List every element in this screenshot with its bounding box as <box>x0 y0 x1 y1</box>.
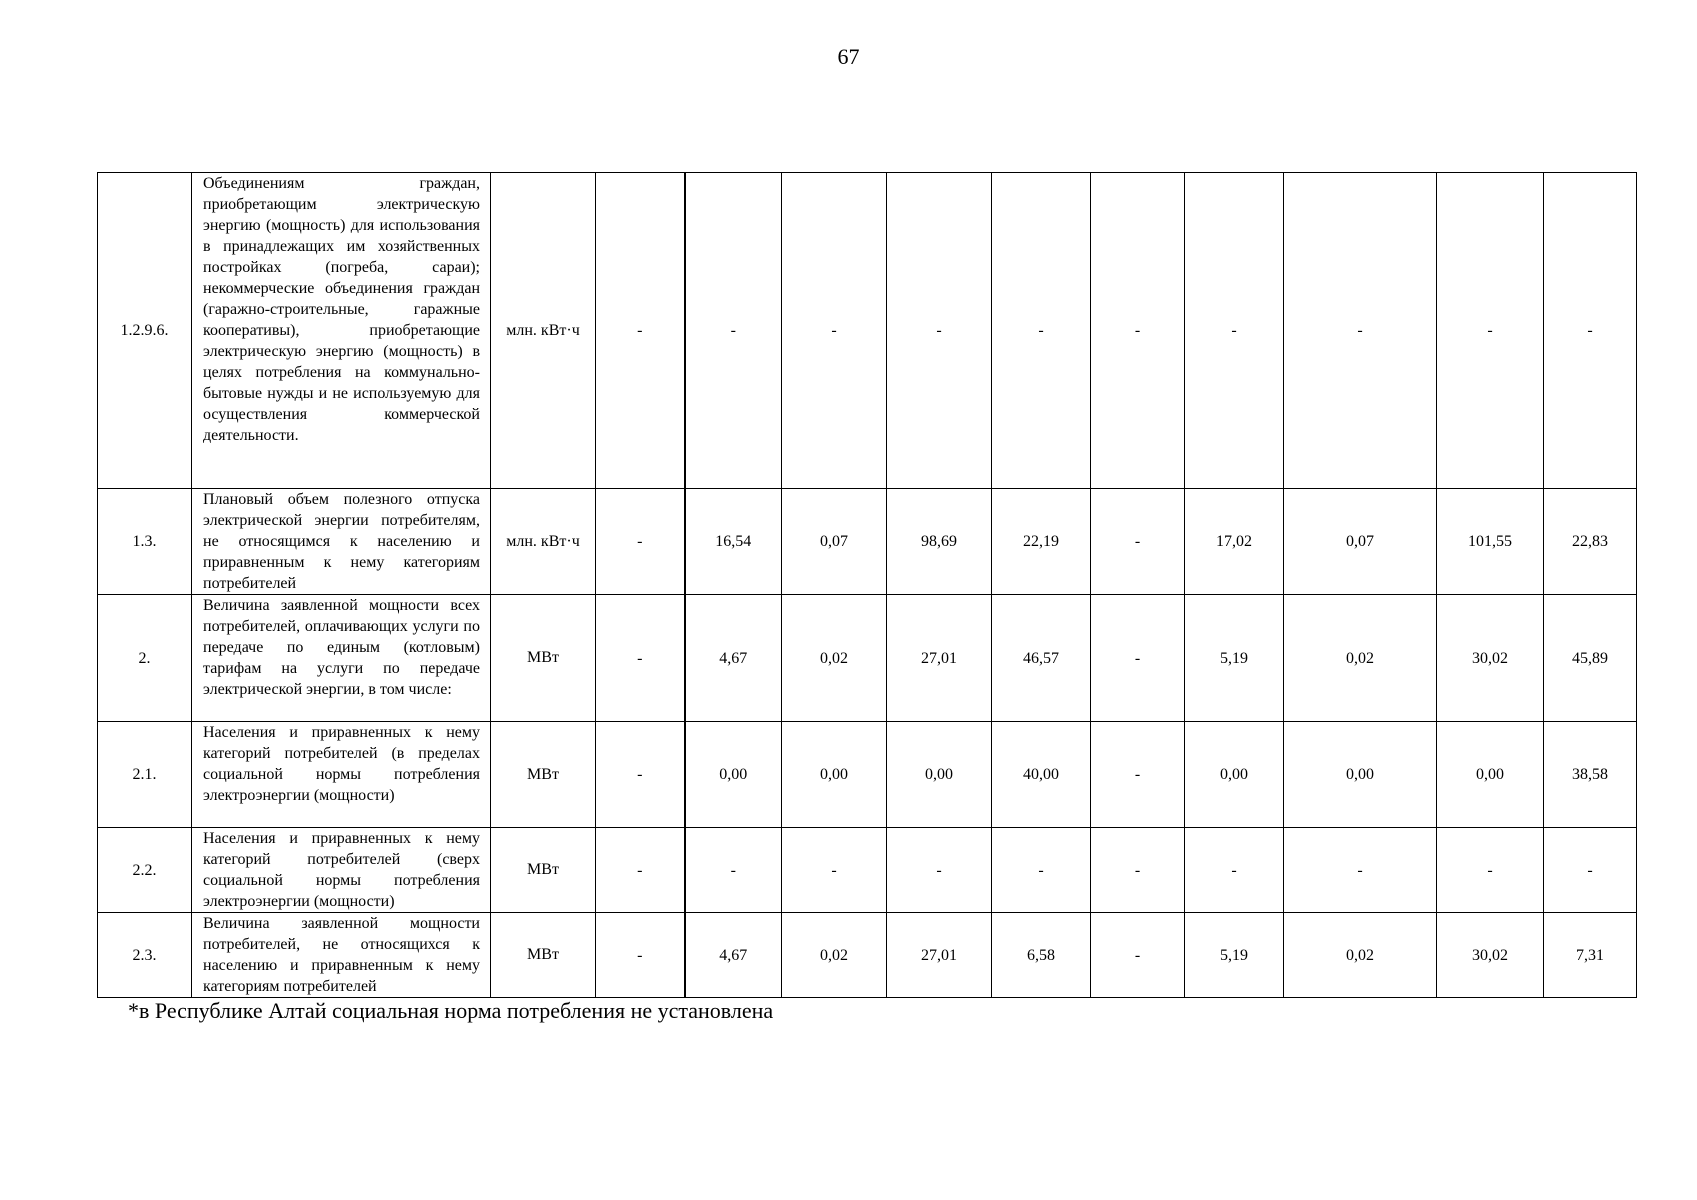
value-cell: - <box>1185 173 1284 489</box>
row-code: 2. <box>98 595 192 722</box>
value-cell: - <box>1091 173 1185 489</box>
value-cell: - <box>1544 828 1637 913</box>
value-cell: - <box>1091 722 1185 828</box>
value-cell: 98,69 <box>887 489 992 595</box>
value-cell: 0,00 <box>1284 722 1437 828</box>
value-cell: - <box>685 828 782 913</box>
value-cell: 0,02 <box>782 595 887 722</box>
row-unit: МВт <box>491 828 596 913</box>
value-cell: - <box>596 489 685 595</box>
table-row <box>98 722 1637 828</box>
value-cell: 0,00 <box>1437 722 1544 828</box>
value-cell: 0,00 <box>887 722 992 828</box>
value-cell: 0,00 <box>1185 722 1284 828</box>
row-code: 1.2.9.6. <box>98 173 192 489</box>
value-cell: 38,58 <box>1544 722 1637 828</box>
value-cell: - <box>1091 489 1185 595</box>
row-unit: МВт <box>491 595 596 722</box>
value-cell: - <box>782 828 887 913</box>
value-cell: - <box>596 722 685 828</box>
row-code: 1.3. <box>98 489 192 595</box>
value-cell: 30,02 <box>1437 913 1544 998</box>
value-cell: 45,89 <box>1544 595 1637 722</box>
table-row <box>98 489 1637 595</box>
row-code: 2.1. <box>98 722 192 828</box>
table-row <box>98 595 1637 722</box>
page-number: 67 <box>837 44 860 69</box>
value-cell: 4,67 <box>685 595 782 722</box>
row-description: Величина заявленной мощности всех потребителей, оплачивающих услуги по передаче по единым (котловым) тарифам на услуги по передаче электрической энергии, в том числе: <box>192 595 491 722</box>
value-cell: 27,01 <box>887 913 992 998</box>
value-cell: - <box>1437 828 1544 913</box>
value-cell: 0,00 <box>685 722 782 828</box>
value-cell: 16,54 <box>685 489 782 595</box>
value-cell: 5,19 <box>1185 595 1284 722</box>
row-description: Плановый объем полезного отпуска электрической энергии потребителям, не относящимся к населению и приравненным к нему категориям потребителей <box>192 489 491 595</box>
value-cell: - <box>1091 913 1185 998</box>
value-cell: 46,57 <box>992 595 1091 722</box>
value-cell: - <box>992 173 1091 489</box>
row-description: Населения и приравненных к нему категорий потребителей (сверх социальной нормы потребления электроэнергии (мощности) <box>192 828 491 913</box>
row-description: Объединениям граждан, приобретающим электрическую энергию (мощность) для использования в принадлежащих им хозяйственных постройках (погреба, сараи); некоммерческие объединения граждан (гаражно-строительные, гаражные кооперативы), приобретающие электрическую энергию (мощность) в целях потребления на коммунально-бытовые нужды и не используемую для осуществления коммерческой деятельности. <box>192 173 491 489</box>
value-cell: - <box>1284 828 1437 913</box>
value-cell: 22,83 <box>1544 489 1637 595</box>
value-cell: - <box>1185 828 1284 913</box>
table-row <box>98 913 1637 998</box>
table-row <box>98 828 1637 913</box>
row-code: 2.3. <box>98 913 192 998</box>
value-cell: 40,00 <box>992 722 1091 828</box>
row-description: Величина заявленной мощности потребителей, не относящихся к населению и приравненным к нему категориям потребителей <box>192 913 491 998</box>
value-cell: 5,19 <box>1185 913 1284 998</box>
row-unit: МВт <box>491 722 596 828</box>
value-cell: - <box>992 828 1091 913</box>
value-cell: - <box>685 173 782 489</box>
value-cell: - <box>596 913 685 998</box>
row-description: Населения и приравненных к нему категорий потребителей (в пределах социальной нормы потребления электроэнергии (мощности) <box>192 722 491 828</box>
value-cell: - <box>1284 173 1437 489</box>
table-row <box>98 173 1637 489</box>
value-cell: - <box>1544 173 1637 489</box>
value-cell: 30,02 <box>1437 595 1544 722</box>
value-cell: - <box>887 173 992 489</box>
tariff-data-table <box>97 172 1637 998</box>
row-unit: МВт <box>491 913 596 998</box>
value-cell: 101,55 <box>1437 489 1544 595</box>
value-cell: 7,31 <box>1544 913 1637 998</box>
row-unit: млн. кВт·ч <box>491 173 596 489</box>
value-cell: - <box>887 828 992 913</box>
value-cell: 0,02 <box>1284 595 1437 722</box>
value-cell: 17,02 <box>1185 489 1284 595</box>
value-cell: - <box>782 173 887 489</box>
row-unit: млн. кВт·ч <box>491 489 596 595</box>
value-cell: 0,07 <box>782 489 887 595</box>
value-cell: 0,07 <box>1284 489 1437 595</box>
value-cell: 6,58 <box>992 913 1091 998</box>
footnote: *в Республике Алтай социальная норма потребления не установлена <box>128 998 774 1023</box>
value-cell: 27,01 <box>887 595 992 722</box>
value-cell: - <box>596 173 685 489</box>
value-cell: 0,02 <box>782 913 887 998</box>
value-cell: 0,00 <box>782 722 887 828</box>
value-cell: - <box>596 828 685 913</box>
value-cell: - <box>1091 595 1185 722</box>
value-cell: - <box>1091 828 1185 913</box>
value-cell: - <box>1437 173 1544 489</box>
value-cell: 4,67 <box>685 913 782 998</box>
value-cell: - <box>596 595 685 722</box>
value-cell: 0,02 <box>1284 913 1437 998</box>
row-code: 2.2. <box>98 828 192 913</box>
value-cell: 22,19 <box>992 489 1091 595</box>
